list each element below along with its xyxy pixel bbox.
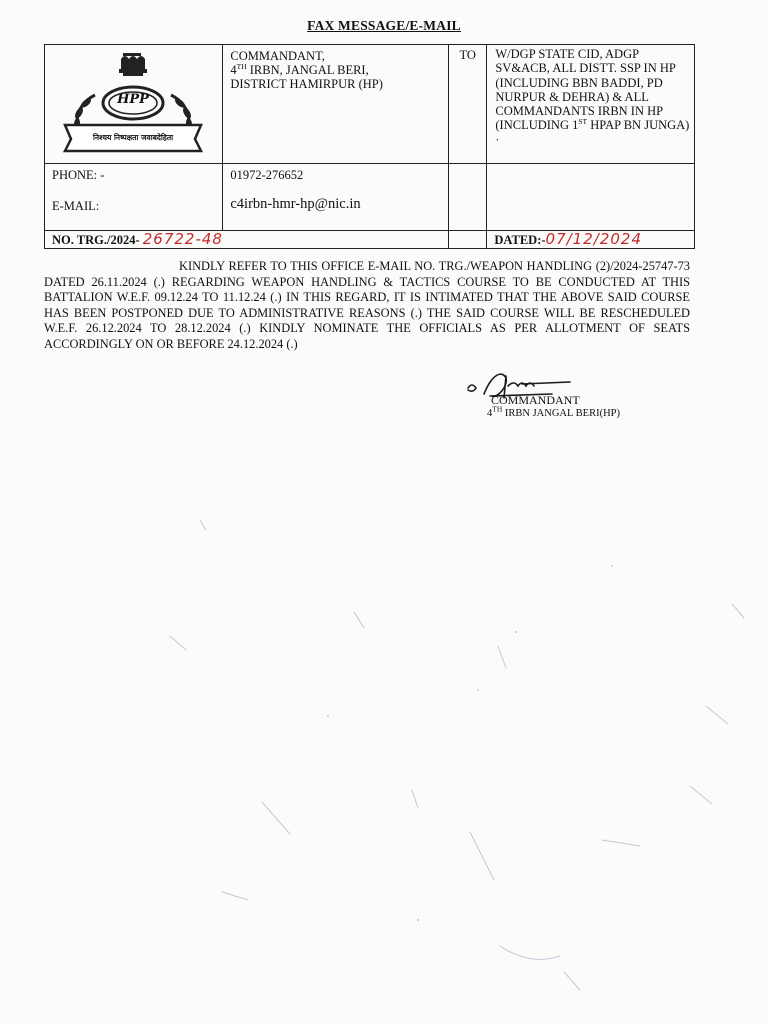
phone-value: 01972-276652 [230,168,304,182]
sender-unit-name: IRBN, JANGAL BERI, [246,63,369,77]
sender-line-1: COMMANDANT, [230,49,325,63]
reference-number-handwritten: 26722-48 [142,230,223,248]
document-title: FAX MESSAGE/E-MAIL [307,18,461,33]
logo-monogram: HPP [117,92,149,107]
email-label: E-MAIL: [52,199,100,213]
recipients-suffix: ST [578,117,588,127]
sender-unit-number: 4 [230,63,237,77]
sender-unit-suffix: TH [236,61,247,71]
dated-label: DATED:- [494,233,546,247]
signatory-unit-name: IRBN JANGAL BERI(HP) [502,408,620,419]
to-label: TO [449,45,487,164]
dated-handwritten: 07/12/2024 [545,230,642,248]
logo-motto: निश्चय निष्पक्षता जवाबदेहिता [92,133,174,142]
sender-line-3: DISTRICT HAMIRPUR (HP) [230,77,383,91]
phone-label: PHONE: - [52,168,105,182]
signatory-unit-suffix: TH [492,404,503,414]
recipients-text: W/DGP STATE CID, ADGP SV&ACB, ALL DISTT. SSP IN HP (INCLUDING BBN BADDI, PD NURPUR & DEHRA) & ALL COMMANDANTS IRBN IN HP (INCLUDING 1 [495,47,676,133]
recipients-text-end: HPAP BN JUNGA) · [495,118,690,147]
signatory-unit-number: 4 [487,408,493,419]
email-value[interactable]: c4irbn-hmr-hp@nic.in [230,196,361,212]
message-body: KINDLY REFER TO THIS OFFICE E-MAIL NO. TRG./WEAPON HANDLING (2)/2024-25747-73 DATED 26.11.2024 (.) REGARDING WEAPON HANDLING & TACTICS COURSE TO BE CONDUCTED AT THIS BATTALION W.E.F. 09.12.24 TO 11.12.24 (.) IN THIS REGARD, IT IS INTIMATED THAT THE ABOVE SAID COURSE HAS BEEN POSTPONED DUE TO ADMINISTRATIVE REASONS (.) THE SAID COURSE WILL BE RESCHEDULED W.E.F. 26.12.2024 TO 28.12.2024 (.) KINDLY NOMINATE THE OFFICIALS AS PER ALLOTMENT OF SEATS ACCORDINGLY ON OR BEFORE 24.12.2024 (.) [44,259,690,351]
signatory-title: COMMANDANT [491,393,580,407]
reference-number-label: NO. TRG./2024- [52,233,140,247]
